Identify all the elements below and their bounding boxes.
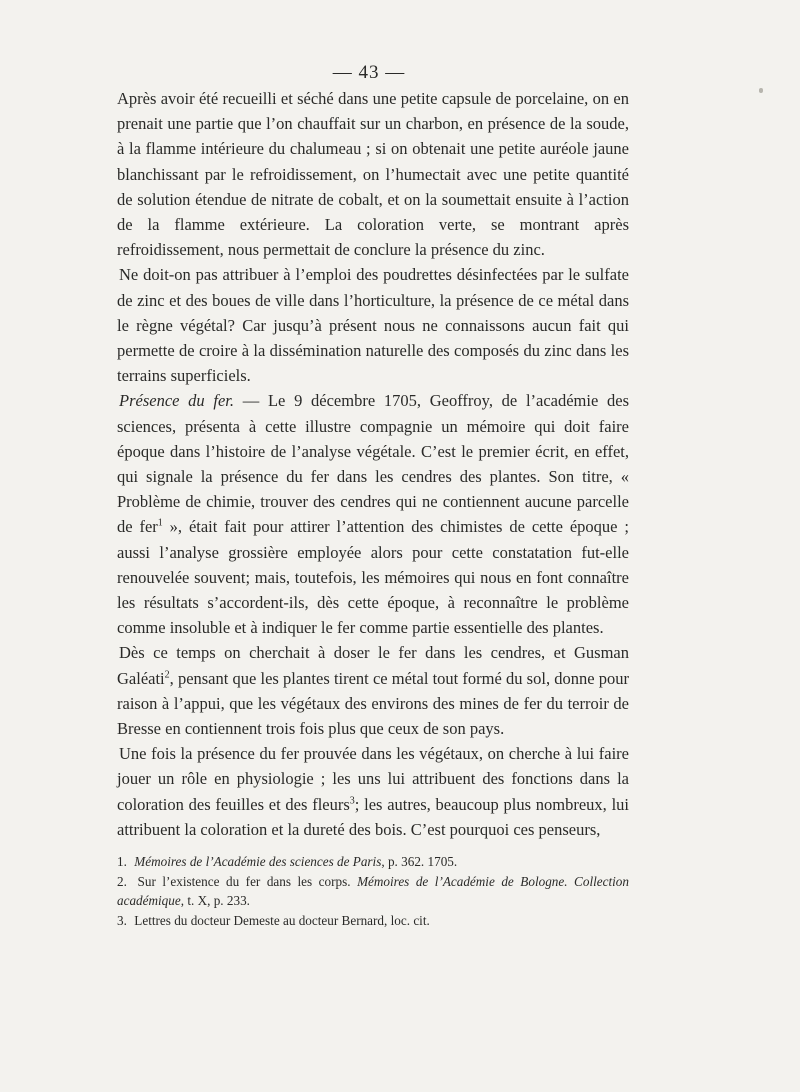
- text-run: ; les autres, beaucoup plus nombreux, lui attribuent la coloration et la dureté des bois. C’est pourquoi ces penseurs,: [117, 794, 629, 839]
- text-run: , t. X, p. 233.: [180, 893, 250, 909]
- text-run: Lettres du docteur Demeste au docteur Bernard, loc. cit.: [134, 912, 430, 928]
- body-paragraph: [117, 741, 629, 842]
- text-run: , pensant que les plantes tirent ce métal tout formé du sol, donne pour raison à l’appui, que les végétaux des environs des mines de fer du terroir de Bresse en contiennent trois fois plus que ceux de son pays.: [117, 668, 629, 739]
- text-run: Sur l’existence du fer dans les corps.: [137, 873, 358, 889]
- footnote: [117, 911, 629, 931]
- footnote-number: 1.: [117, 854, 127, 869]
- text-run: Ne doit-on pas attribuer à l’emploi des poudrettes désinfectées par le sulfate de zinc et des boues de ville dans l’horticulture, la présence de ce métal dans le règne végétal? Car jusqu’à présent nous ne connaissons aucun fait qui permette de croire à la dissémination naturelle des composés du zinc dans les terrains superficiels.: [117, 265, 629, 386]
- body-paragraph: [117, 640, 629, 741]
- italic-text: Présence du fer.: [119, 391, 235, 411]
- body-paragraph: [117, 388, 629, 640]
- text-run: , p. 362. 1705.: [381, 854, 458, 869]
- footnote-reference: 1: [157, 517, 163, 529]
- italic-text: Mémoires de l’Académie des sciences de Paris: [134, 854, 382, 869]
- italic-text: Mémoires de l’Académie de Bologne. Collection académique: [117, 873, 629, 909]
- body-paragraph: [117, 262, 629, 388]
- footnote-number: 2.: [117, 873, 127, 889]
- page-number: — 43 —: [332, 62, 406, 83]
- paper-speck: [759, 88, 763, 93]
- footnote-number: 3.: [117, 912, 127, 928]
- text-run: », était fait pour attirer l’attention des chimistes de cette époque ; aussi l’analyse grossière employée alors pour cette constatation fut-elle renouvelée souvent; mais, toutefois, les mémoires qui nous en font connaître les résultats s’accordent-ils, dès cette époque, à reconnaître le problème comme insoluble et à indiquer le fer comme partie essentielle des plantes.: [117, 517, 629, 638]
- footnote-reference: 3: [349, 795, 355, 807]
- footnote: [117, 852, 629, 872]
- text-run: — Le 9 décembre 1705, Geoffroy, de l’académie des sciences, présenta à cette illustre compagnie un mémoire qui doit faire époque dans l’histoire de l’analyse végétale. C’est le premier écrit, en effet, qui signale la présence du fer dans les cendres des plantes. Son titre, « Problème de chimie, trouver des cendres qui ne contiennent aucune parcelle de fer: [117, 391, 630, 537]
- footnotes: [117, 852, 629, 930]
- text-run: Une fois la présence du fer prouvée dans les végétaux, on cherche à lui faire jouer un rôle en physiologie ; les uns lui attribuent des fonctions dans la coloration des feuilles et des fleurs: [117, 744, 629, 814]
- body-text: [117, 86, 629, 842]
- footnote-reference: 2: [164, 669, 170, 681]
- footnote: [117, 872, 629, 911]
- text-run: Dès ce temps on cherchait à doser le fer dans les cendres, et Gusman Galéati: [117, 643, 629, 688]
- text-run: Après avoir été recueilli et séché dans une petite capsule de porcelaine, on en prenait une partie que l’on chauffait sur un charbon, en présence de la soude, à la flamme intérieure du chalumeau ; si on obtenait une petite auréole jaune blanchissant par le refroidissement, on l’humectait avec une petite quantité de solution étendue de nitrate de cobalt, et on la soumettait ensuite à l’action de la flamme extérieure. La coloration verte, se montrant après refroidissement, nous permettait de conclure la présence du zinc.: [117, 89, 629, 260]
- body-paragraph: [117, 86, 629, 262]
